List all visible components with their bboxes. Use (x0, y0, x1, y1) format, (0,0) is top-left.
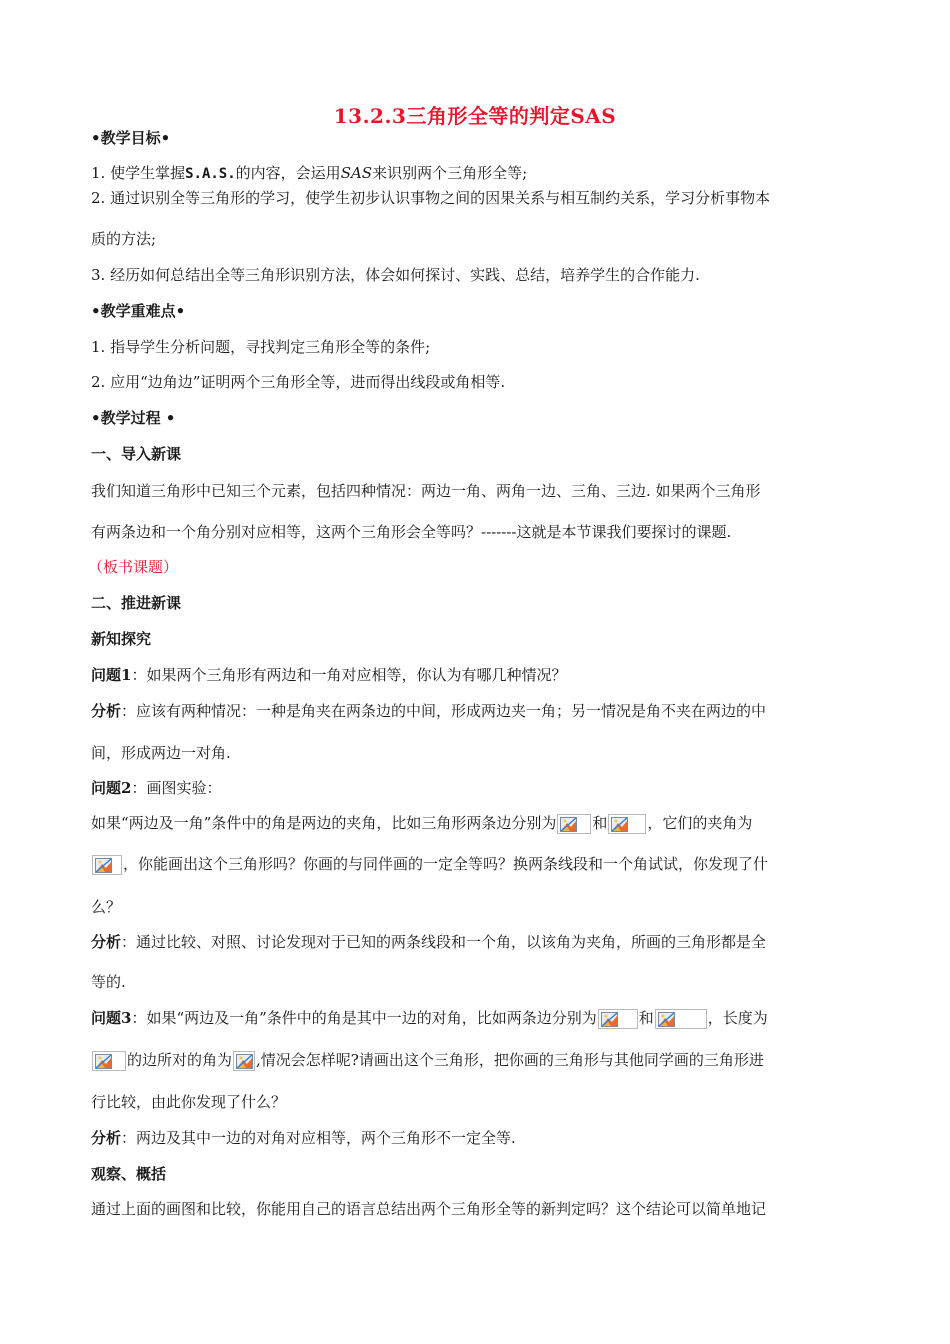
analysis-3: 分析：两边及其中一边的对角对应相等，两个三角形不一定全等. (91, 1129, 516, 1147)
broken-image-icon (92, 855, 122, 875)
goal-1: 1. 使学生掌握S.A.S.的内容，会运用SAS来识别两个三角形全等; (91, 164, 528, 182)
section-key-points: •教学重难点• (91, 302, 186, 320)
page-title: 13.2.3三角形全等的判定SAS (333, 104, 617, 128)
key-2: 2. 应用“边角边”证明两个三角形全等，进而得出线段或角相等. (91, 373, 506, 391)
intro-line2: 有两条边和一个角分别对应相等，这两个三角形会全等吗？-------这就是本节课我们要探讨的课题. (91, 523, 732, 541)
broken-image-icon (92, 1051, 126, 1071)
question-2: 问题2：画图实验： (91, 779, 222, 797)
analysis-1-line2: 间，形成两边一对角. (91, 744, 231, 762)
broken-image-icon (557, 814, 591, 834)
section-process: •教学过程 • (91, 409, 176, 427)
analysis-2-line2: 等的. (91, 973, 126, 991)
analysis-2-line1: 分析：通过比较、对照、讨论发现对于已知的两条线段和一个角，以该角为夹角，所画的三角形都是全 (91, 933, 767, 951)
analysis-1-line1: 分析：应该有两种情况：一种是角夹在两条边的中间，形成两边夹一角；另一情况是角不夹在两边的中 (91, 702, 767, 720)
intro-line1: 我们知道三角形中已知三个元素，包括四种情况：两边一角、两角一边、三角、三边. 如果两个三角形 (91, 482, 761, 500)
new-knowledge-heading: 新知探究 (91, 630, 152, 648)
summary-line: 通过上面的画图和比较，你能用自己的语言总结出两个三角形全等的新判定吗？这个结论可以简单地记 (91, 1200, 767, 1218)
question-2-body-line2: ，你能画出这个三角形吗？你画的与同伴画的一定全等吗？换两条线段和一个角试试，你发现了什 (91, 854, 871, 875)
broken-image-icon (655, 1009, 707, 1029)
part-1-heading: 一、导入新课 (91, 445, 182, 463)
part-2-heading: 二、推进新课 (91, 594, 182, 612)
question-3-line2: 的边所对的角为 ,情况会怎样呢?请画出这个三角形，把你画的三角形与其他同学画的三角形进 (91, 1050, 871, 1071)
question-2-body-line1: 如果“两边及一角”条件中的角是两边的夹角，比如三角形两条边分别为 和 ，它们的夹角为 (91, 814, 753, 832)
question-2-body-line3: 么？ (91, 898, 122, 916)
section-goals: •教学目标• (91, 129, 171, 147)
question-3-line1: 问题3：如果“两边及一角”条件中的角是其中一边的对角，比如两条边分别为 和 ，长度为 (91, 1009, 768, 1027)
board-note: （板书课题） (88, 558, 179, 576)
broken-image-icon (233, 1051, 255, 1071)
key-1: 1. 指导学生分析问题，寻找判定三角形全等的条件; (91, 338, 431, 356)
broken-image-icon (598, 1009, 638, 1029)
broken-image-icon (608, 814, 646, 834)
question-1: 问题1：如果两个三角形有两边和一角对应相等，你认为有哪几种情况？ (91, 666, 567, 684)
question-3-line3: 行比较，由此你发现了什么？ (91, 1093, 287, 1111)
goal-2-line1: 2. 通过识别全等三角形的学习，使学生初步认识事物之间的因果关系与相互制约关系，学习分析事物本 (91, 189, 771, 207)
goal-2-line2: 质的方法; (91, 230, 157, 248)
observe-heading: 观察、概括 (91, 1165, 167, 1183)
goal-3: 3. 经历如何总结出全等三角形识别方法，体会如何探讨、实践、总结，培养学生的合作能力. (91, 266, 700, 284)
